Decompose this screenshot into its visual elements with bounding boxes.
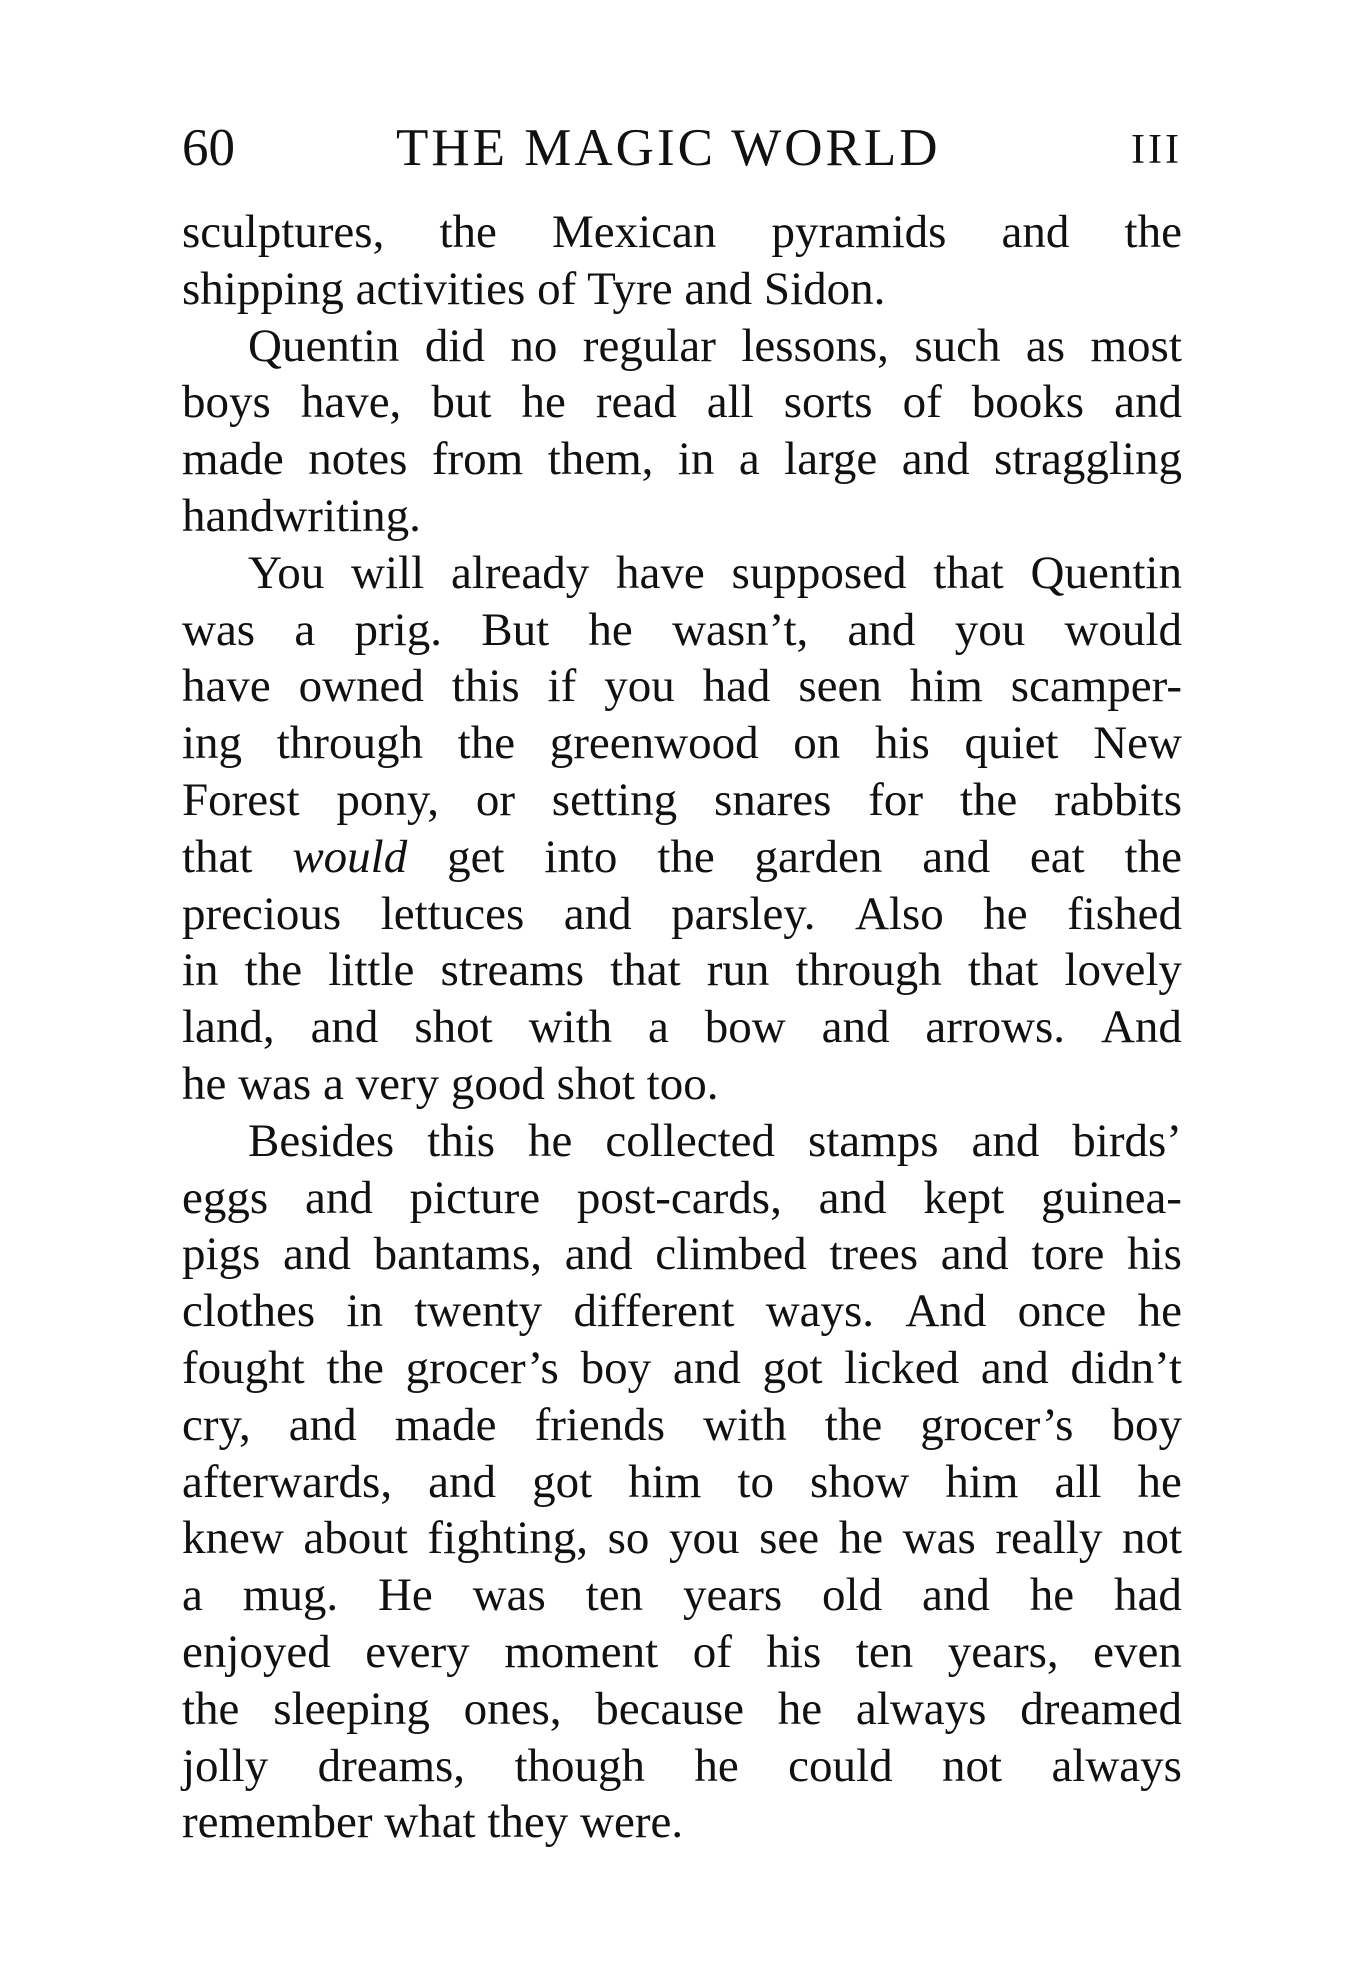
word: parsley. bbox=[671, 887, 816, 940]
word: was bbox=[902, 1512, 976, 1565]
word: most bbox=[1090, 319, 1182, 372]
word: the bbox=[326, 1341, 384, 1394]
word: he bbox=[1029, 1569, 1075, 1622]
word: he bbox=[528, 1114, 573, 1167]
word: he bbox=[1137, 1285, 1182, 1338]
word: always bbox=[1051, 1739, 1182, 1792]
word: bantams, bbox=[373, 1228, 542, 1281]
text-line bbox=[182, 1340, 1182, 1397]
word: lovely bbox=[1064, 944, 1182, 997]
word: quiet bbox=[964, 717, 1059, 770]
word: you bbox=[668, 1512, 740, 1565]
word: But bbox=[481, 603, 550, 656]
word: tore bbox=[1031, 1228, 1105, 1281]
word: but bbox=[431, 376, 492, 429]
word: fighting, bbox=[427, 1512, 588, 1565]
chapter-number: III bbox=[1131, 127, 1182, 173]
word: supposed bbox=[731, 546, 907, 599]
line-text: he was a very good shot too. bbox=[182, 1057, 719, 1110]
word: made bbox=[182, 433, 284, 486]
word: didn’t bbox=[1070, 1341, 1182, 1394]
word: sleeping bbox=[273, 1682, 430, 1735]
word: his bbox=[1127, 1228, 1182, 1281]
word: ten bbox=[855, 1625, 914, 1678]
word: large bbox=[784, 433, 878, 486]
word: birds’ bbox=[1072, 1114, 1182, 1167]
word: a bbox=[294, 603, 316, 656]
text-line bbox=[182, 1170, 1182, 1227]
word: got bbox=[532, 1455, 593, 1508]
word: the bbox=[959, 773, 1018, 826]
word: and bbox=[971, 1114, 1040, 1167]
word: all bbox=[1054, 1455, 1102, 1508]
word: the bbox=[657, 830, 715, 883]
body-text bbox=[182, 204, 1182, 1851]
word: Also bbox=[854, 887, 944, 940]
word: ten bbox=[585, 1569, 644, 1622]
word: He bbox=[377, 1569, 433, 1622]
text-line bbox=[182, 1624, 1182, 1681]
word: mug. bbox=[242, 1569, 339, 1622]
text-line bbox=[182, 1738, 1182, 1795]
word: and bbox=[564, 1228, 633, 1281]
word: books bbox=[971, 376, 1085, 429]
word: grocer’s bbox=[405, 1341, 559, 1394]
word: Quentin bbox=[248, 319, 400, 372]
word: because bbox=[595, 1682, 744, 1735]
word: such bbox=[914, 319, 1001, 372]
word: from bbox=[431, 433, 524, 486]
text-line bbox=[182, 942, 1182, 999]
word: dreamed bbox=[1020, 1682, 1182, 1735]
word: pigs bbox=[182, 1228, 261, 1281]
word: into bbox=[544, 830, 618, 883]
word: really bbox=[995, 1512, 1103, 1565]
word: ways. bbox=[765, 1285, 875, 1338]
word: would bbox=[1064, 603, 1182, 656]
word: him bbox=[945, 1455, 1019, 1508]
text-line bbox=[182, 488, 1182, 545]
word: his bbox=[874, 717, 930, 770]
word: cry, bbox=[182, 1398, 251, 1451]
word: had bbox=[1114, 1569, 1182, 1622]
word: ing bbox=[182, 717, 243, 770]
word: kept bbox=[923, 1171, 1005, 1224]
word: garden bbox=[754, 830, 883, 883]
word: lessons, bbox=[741, 319, 889, 372]
word: greenwood bbox=[549, 717, 759, 770]
word: shot bbox=[414, 1001, 493, 1054]
line-text: remember what they were. bbox=[182, 1796, 684, 1849]
word: jolly bbox=[182, 1739, 269, 1792]
word: Mexican bbox=[551, 206, 717, 258]
word: you bbox=[954, 603, 1026, 656]
word: land, bbox=[182, 1001, 275, 1054]
word: through bbox=[276, 717, 423, 770]
text-line bbox=[182, 1794, 1182, 1851]
text-line bbox=[182, 374, 1182, 431]
word: climbed bbox=[655, 1228, 807, 1281]
word: he bbox=[588, 603, 633, 656]
word: rabbits bbox=[1054, 773, 1182, 826]
word: him bbox=[909, 660, 983, 713]
word: and bbox=[563, 887, 632, 940]
word: and bbox=[922, 830, 991, 883]
word: his bbox=[766, 1625, 822, 1678]
word: and bbox=[921, 1569, 990, 1622]
word: and bbox=[1114, 376, 1182, 429]
word: no bbox=[510, 319, 558, 372]
word: And bbox=[905, 1285, 987, 1338]
word: And bbox=[1100, 1001, 1182, 1054]
text-line bbox=[182, 1681, 1182, 1738]
word: years, bbox=[947, 1625, 1059, 1678]
word: boy bbox=[580, 1341, 652, 1394]
word: and bbox=[818, 1171, 887, 1224]
word: sorts bbox=[783, 376, 873, 429]
italic-word: would bbox=[292, 830, 408, 883]
word: sculptures, bbox=[182, 206, 385, 258]
word: though bbox=[514, 1739, 646, 1792]
word: dreams, bbox=[317, 1739, 466, 1792]
word: snares bbox=[713, 773, 832, 826]
word: ones, bbox=[463, 1682, 562, 1735]
text-line bbox=[182, 602, 1182, 659]
word: different bbox=[573, 1285, 735, 1338]
word: stamps bbox=[807, 1114, 939, 1167]
word: you bbox=[604, 660, 675, 713]
word: was bbox=[472, 1569, 546, 1622]
word: seen bbox=[798, 660, 882, 713]
word: this bbox=[427, 1114, 496, 1167]
word: trees bbox=[829, 1228, 919, 1281]
word: every bbox=[365, 1625, 470, 1678]
word: for bbox=[868, 773, 924, 826]
text-line bbox=[182, 545, 1182, 602]
text-line bbox=[182, 204, 1182, 261]
word: and bbox=[980, 1341, 1049, 1394]
word: fished bbox=[1067, 887, 1182, 940]
word: he bbox=[1137, 1455, 1182, 1508]
word: the bbox=[1124, 830, 1182, 883]
word: that bbox=[933, 546, 1004, 599]
word: enjoyed bbox=[182, 1625, 331, 1678]
page-number: 60 bbox=[182, 119, 235, 177]
word: them, bbox=[547, 433, 654, 486]
word: and bbox=[940, 1228, 1009, 1281]
word: moment bbox=[504, 1625, 659, 1678]
word: straggling bbox=[994, 433, 1182, 486]
word: fought bbox=[182, 1341, 305, 1394]
word: and bbox=[310, 1001, 379, 1054]
word: the bbox=[439, 206, 497, 258]
word: Forest bbox=[182, 773, 300, 826]
word: was bbox=[182, 603, 256, 656]
word: and bbox=[428, 1455, 497, 1508]
word: scamper- bbox=[1010, 660, 1182, 713]
word: or bbox=[475, 773, 515, 826]
word: the bbox=[244, 944, 303, 997]
text-line bbox=[182, 715, 1182, 772]
word: the bbox=[824, 1398, 883, 1451]
word: of bbox=[902, 376, 942, 429]
word: afterwards, bbox=[182, 1455, 393, 1508]
word: prig. bbox=[354, 603, 442, 656]
text-line bbox=[182, 1226, 1182, 1283]
word: owned bbox=[298, 660, 424, 713]
word: in bbox=[677, 433, 715, 486]
word: and bbox=[847, 603, 916, 656]
text-line bbox=[182, 1454, 1182, 1511]
text-line bbox=[182, 658, 1182, 715]
word: twenty bbox=[414, 1285, 543, 1338]
word: bow bbox=[704, 1001, 786, 1054]
word: the bbox=[1124, 206, 1182, 258]
word: and bbox=[288, 1398, 357, 1451]
word: in bbox=[346, 1285, 383, 1338]
word: this bbox=[451, 660, 520, 713]
word: have, bbox=[300, 376, 402, 429]
text-line bbox=[182, 1510, 1182, 1567]
word: licked bbox=[844, 1341, 960, 1394]
text-line bbox=[182, 1283, 1182, 1340]
word: already bbox=[450, 546, 590, 599]
word: Quentin bbox=[1030, 546, 1182, 599]
line-text: handwriting. bbox=[182, 489, 421, 542]
word: a bbox=[182, 1569, 203, 1622]
word: pony, bbox=[336, 773, 440, 826]
word: with bbox=[703, 1398, 787, 1451]
word: get bbox=[447, 830, 505, 883]
word: on bbox=[793, 717, 841, 770]
word: got bbox=[762, 1341, 823, 1394]
word: him bbox=[628, 1455, 702, 1508]
word: old bbox=[822, 1569, 883, 1622]
text-line bbox=[182, 829, 1182, 886]
word: he bbox=[777, 1682, 823, 1735]
word: not bbox=[941, 1739, 1003, 1792]
word: arrows. bbox=[925, 1001, 1066, 1054]
text-line bbox=[182, 1567, 1182, 1624]
word: not bbox=[1121, 1512, 1182, 1565]
word: and bbox=[283, 1228, 351, 1281]
word: about bbox=[303, 1512, 408, 1565]
word: grocer’s bbox=[920, 1398, 1074, 1451]
word: see bbox=[759, 1512, 820, 1565]
word: all bbox=[706, 376, 754, 429]
word: wasn’t, bbox=[672, 603, 809, 656]
word: picture bbox=[409, 1171, 541, 1224]
word: read bbox=[595, 376, 677, 429]
word: in bbox=[182, 944, 219, 997]
word: years bbox=[682, 1569, 783, 1622]
word: once bbox=[1017, 1285, 1107, 1338]
word: if bbox=[547, 660, 577, 713]
text-line bbox=[182, 431, 1182, 488]
word: eggs bbox=[182, 1171, 269, 1224]
word: New bbox=[1093, 717, 1182, 770]
word: setting bbox=[551, 773, 678, 826]
word: so bbox=[607, 1512, 650, 1565]
word: had bbox=[702, 660, 771, 713]
word: did bbox=[424, 319, 485, 372]
word: with bbox=[528, 1001, 613, 1054]
word: and bbox=[1001, 206, 1070, 258]
word: will bbox=[351, 546, 425, 599]
word: clothes bbox=[182, 1285, 316, 1338]
word: and bbox=[901, 433, 970, 486]
word: streams bbox=[440, 944, 585, 997]
word: he bbox=[838, 1512, 884, 1565]
text-line bbox=[182, 1056, 1182, 1113]
text-line bbox=[182, 261, 1182, 318]
word: You bbox=[248, 546, 325, 599]
word: of bbox=[692, 1625, 732, 1678]
word: that bbox=[967, 944, 1039, 997]
word: boy bbox=[1111, 1398, 1182, 1451]
word: regular bbox=[582, 319, 716, 372]
word: lettuces bbox=[380, 887, 525, 940]
word: that bbox=[182, 830, 253, 883]
word: Besides bbox=[248, 1114, 395, 1167]
word: notes bbox=[308, 433, 408, 486]
word: boys bbox=[182, 376, 271, 429]
word: even bbox=[1093, 1625, 1182, 1678]
word: as bbox=[1025, 319, 1066, 372]
word: collected bbox=[605, 1114, 775, 1167]
word: have bbox=[182, 660, 271, 713]
word: a bbox=[648, 1001, 669, 1054]
word: eat bbox=[1029, 830, 1085, 883]
word: that bbox=[610, 944, 681, 997]
word: always bbox=[855, 1682, 987, 1735]
word: he bbox=[983, 887, 1028, 940]
word: precious bbox=[182, 887, 342, 940]
word: he bbox=[521, 376, 566, 429]
word: guinea- bbox=[1041, 1171, 1182, 1224]
text-line bbox=[182, 999, 1182, 1056]
text-line bbox=[182, 1113, 1182, 1170]
word: and bbox=[821, 1001, 890, 1054]
word: could bbox=[788, 1739, 893, 1792]
word: and bbox=[304, 1171, 373, 1224]
word: made bbox=[394, 1398, 497, 1451]
word: a bbox=[738, 433, 760, 486]
word: friends bbox=[534, 1398, 666, 1451]
word: the bbox=[457, 717, 516, 770]
word: show bbox=[810, 1455, 910, 1508]
text-line bbox=[182, 772, 1182, 829]
running-head bbox=[182, 118, 1182, 178]
word: the bbox=[182, 1682, 240, 1735]
word: to bbox=[737, 1455, 774, 1508]
word: pyramids bbox=[771, 206, 947, 258]
text-line bbox=[182, 1397, 1182, 1454]
running-title: THE MAGIC WORLD bbox=[396, 119, 941, 177]
word: he bbox=[694, 1739, 739, 1792]
line-text: shipping activities of Tyre and Sidon. bbox=[182, 262, 886, 315]
word: through bbox=[795, 944, 942, 997]
word: knew bbox=[182, 1512, 284, 1565]
word: and bbox=[672, 1341, 741, 1394]
word: have bbox=[616, 546, 705, 599]
word: run bbox=[706, 944, 770, 997]
word: little bbox=[328, 944, 415, 997]
word: post-cards, bbox=[576, 1171, 782, 1224]
text-line bbox=[182, 318, 1182, 375]
text-line bbox=[182, 886, 1182, 943]
